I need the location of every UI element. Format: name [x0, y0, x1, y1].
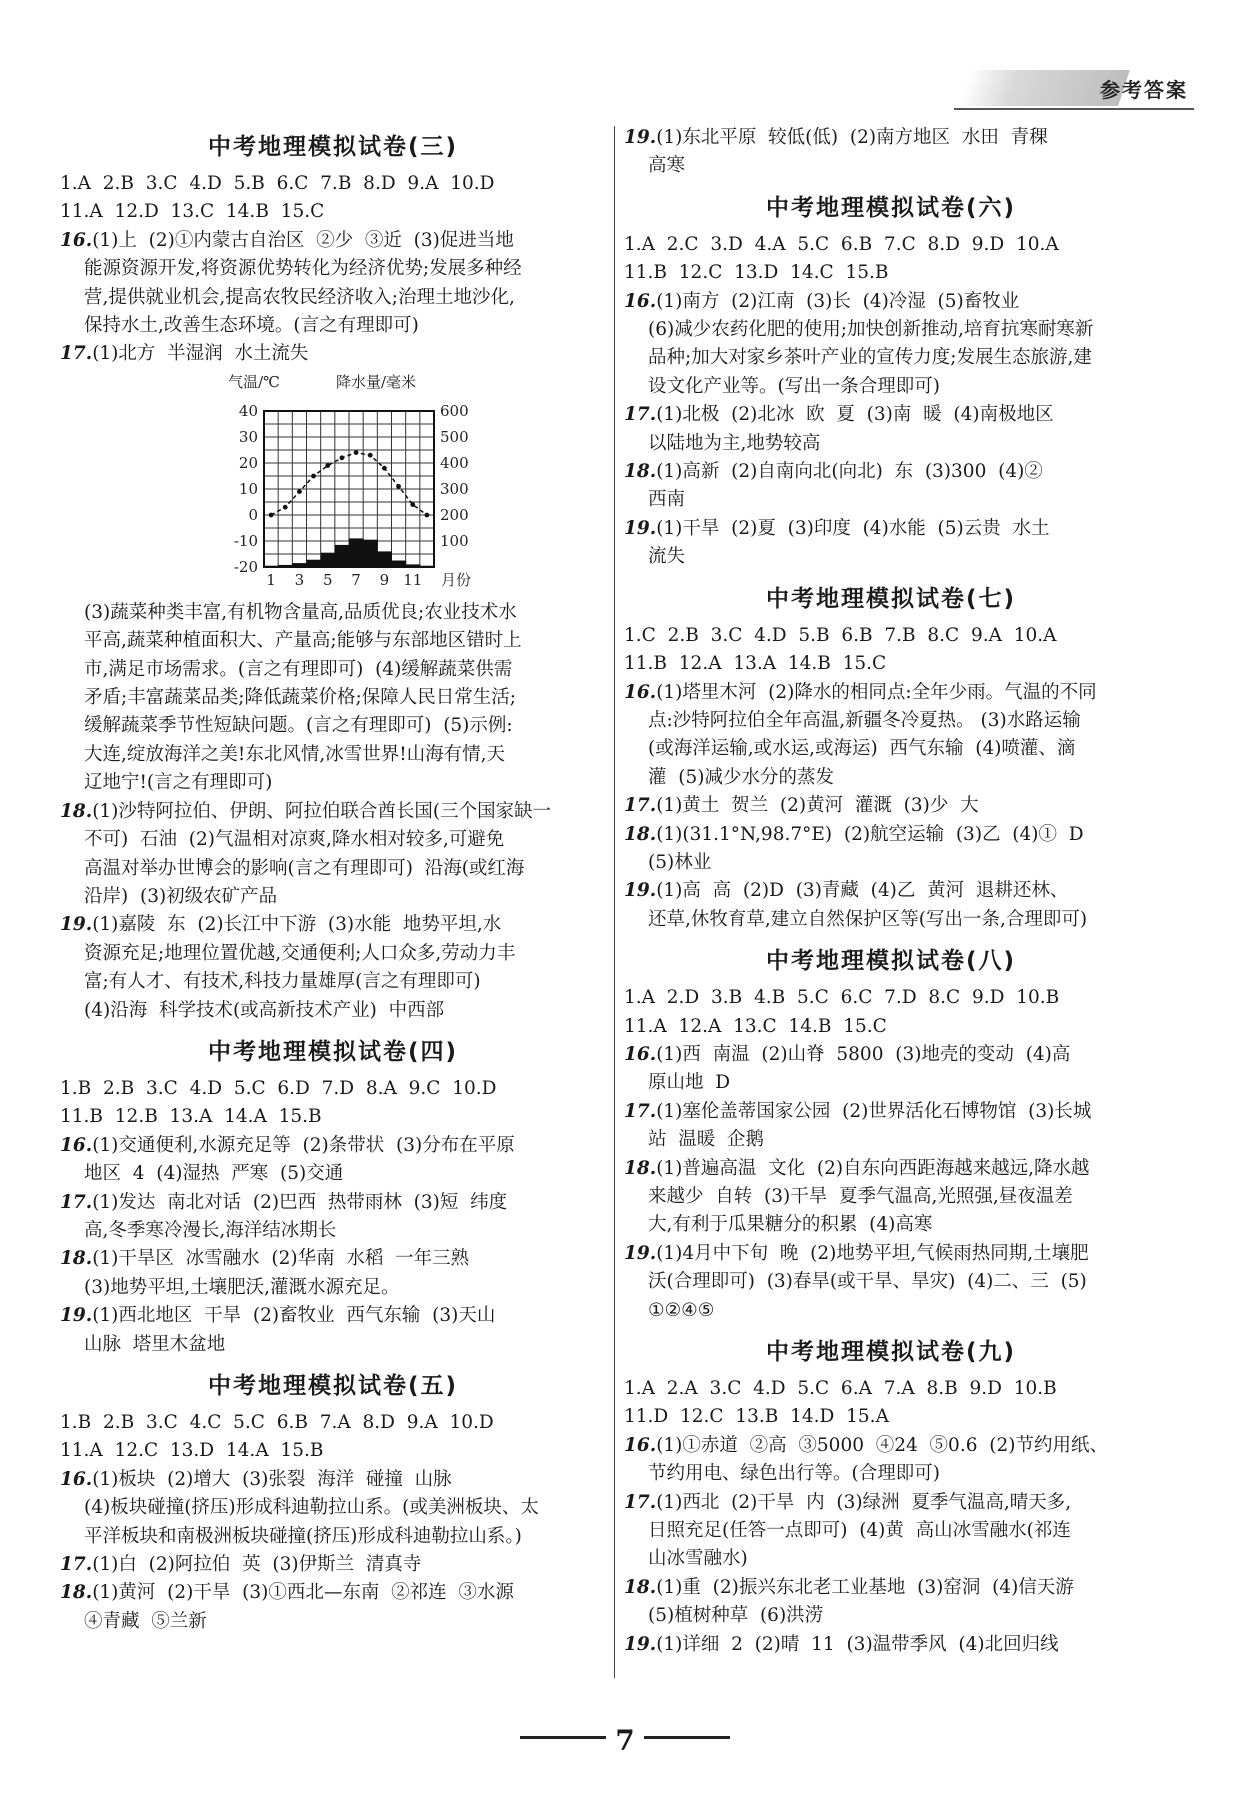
answer-text: 11.B 12.A 13.A 14.B 15.C [624, 653, 887, 675]
answer-continuation [624, 430, 1158, 458]
answer-continuation [60, 826, 606, 854]
question-number: 18. [60, 1582, 93, 1604]
answer-line [624, 1155, 1158, 1183]
answer-line [60, 340, 606, 368]
month-axis-title: 月份 [440, 570, 472, 589]
temperature-tick-label: -20 [233, 557, 258, 576]
section-title: 中考地理模拟试卷(八) [765, 948, 1017, 975]
answer-text: 资源充足;地理位置优越,交通便利;人口众多,劳动力丰 [84, 942, 516, 964]
answer-text: 站 温暖 企鹅 [648, 1129, 765, 1151]
climate-chart [212, 371, 492, 597]
answer-text: 能源资源开发,将资源优势转化为经济优势;发展多种经 [84, 258, 522, 280]
answer-continuation [60, 883, 606, 911]
question-number: 18. [624, 461, 657, 483]
answer-line [624, 401, 1158, 429]
answer-continuation [624, 1211, 1158, 1239]
answer-continuation [624, 1126, 1158, 1154]
answer-text: (1)北方 半湿润 水土流失 [92, 343, 309, 365]
answer-text: (1)发达 南北对话 (2)巴西 热带雨林 (3)短 纬度 [92, 1191, 508, 1213]
temperature-point [311, 473, 316, 478]
answer-text: 富;有人才、有技术,科技力量雄厚(言之有理即可) [84, 971, 481, 993]
answer-continuation [60, 940, 606, 968]
answer-continuation [624, 152, 1158, 180]
climate-chart-container [212, 371, 492, 597]
question-number: 16. [60, 1134, 93, 1156]
answer-line [624, 458, 1158, 486]
answer-text: 大,有利于瓜果糖分的积累 (4)高寒 [648, 1214, 933, 1236]
answer-line [624, 1375, 1158, 1403]
answer-text: 来越少 自转 (3)干旱 夏季气温高,光照强,昼夜温差 [648, 1186, 1073, 1207]
answer-continuation [624, 543, 1158, 571]
answer-text: (1)西 南温 (2)山脊 5800 (3)地壳的变动 (4)高 [656, 1043, 1071, 1065]
answer-line [60, 1075, 606, 1103]
answer-continuation [624, 1297, 1158, 1325]
precipitation-bar [335, 545, 350, 567]
answer-continuation [60, 1160, 606, 1188]
answer-text: 1.A 2.D 3.B 4.B 5.C 6.C 7.D 8.C 9.D 10.B [624, 987, 1060, 1009]
answer-text: (1)白 (2)阿拉伯 英 (3)伊斯兰 清真寺 [92, 1554, 422, 1576]
temperature-point [325, 463, 330, 468]
question-number: 19. [60, 1305, 93, 1327]
question-number: 19. [624, 880, 657, 902]
question-number: 17. [624, 795, 657, 817]
precipitation-tick-label: 200 [440, 505, 469, 524]
answer-text: 还草,休牧育草,建立自然保护区等(写出一条,合理即可) [648, 908, 1088, 930]
answer-line [624, 1098, 1158, 1126]
answer-text: (1)详细 2 (2)晴 11 (3)温带季风 (4)北回归线 [656, 1633, 1059, 1655]
answer-continuation [60, 255, 606, 283]
answer-text: 灌 (5)减少水分的蒸发 [648, 766, 834, 788]
header-rule [954, 108, 1194, 110]
question-number: 17. [624, 1100, 657, 1122]
answer-line [60, 1409, 606, 1437]
question-number: 17. [60, 343, 93, 365]
question-number: 19. [624, 127, 657, 148]
answer-line [60, 1466, 606, 1494]
answer-line [624, 650, 1158, 678]
answer-text: 平高,蔬菜种植面积大、产量高;能够与东部地区错时上 [84, 630, 522, 652]
answer-continuation [60, 968, 606, 996]
month-tick-label: 1 [266, 570, 276, 589]
answer-line [624, 1432, 1158, 1460]
precipitation-bar [264, 566, 279, 567]
answer-text: 流失 [648, 546, 686, 568]
answer-line [60, 1245, 606, 1273]
answer-text: (1)嘉陵 东 (2)长江中下游 (3)水能 地势平坦,水 [92, 914, 502, 936]
temperature-tick-label: 30 [238, 427, 258, 446]
month-tick-label: 11 [403, 570, 423, 589]
precipitation-bar [292, 563, 307, 567]
temperature-tick-label: -10 [233, 531, 258, 550]
question-number: 18. [60, 1248, 93, 1270]
answer-line [624, 679, 1158, 707]
answer-continuation [624, 486, 1158, 514]
answer-continuation [624, 1183, 1158, 1211]
section-title: 中考地理模拟试卷(六) [765, 194, 1017, 221]
answer-continuation [60, 1608, 606, 1636]
answer-text: 11.B 12.C 13.D 14.C 15.B [624, 262, 889, 284]
answer-text: (1)黄河 (2)干旱 (3)①西北—东南 ②祁连 ③水源 [92, 1582, 514, 1604]
precipitation-bar [392, 560, 407, 567]
answer-text: (1)塞伦盖蒂国家公园 (2)世界活化石博物馆 (3)长城 [656, 1100, 1092, 1122]
answer-text: (1)4月中下旬 晚 (2)地势平坦,气候雨热同期,土壤肥 [656, 1242, 1089, 1264]
left-column [60, 124, 606, 1636]
answer-text: (1)高新 (2)自南向北(向北) 东 (3)300 (4)② [656, 461, 1043, 483]
answer-text: 11.A 12.A 13.C 14.B 15.C [624, 1015, 887, 1037]
answer-line [624, 1240, 1158, 1268]
temperature-point [396, 484, 401, 489]
answer-text: (1)西北地区 干旱 (2)畜牧业 西气东输 (3)天山 [92, 1305, 496, 1327]
precipitation-bar [349, 538, 364, 567]
precipitation-bar [321, 553, 336, 567]
answer-text: 保持水土,改善生态环境。(言之有理即可) [84, 315, 419, 337]
temperature-tick-label: 10 [238, 479, 258, 498]
question-number: 18. [60, 800, 93, 822]
question-number: 19. [624, 1242, 657, 1264]
answer-text: 日照充足(任答一点即可) (4)黄 高山冰雪融水(祁连 [648, 1520, 1071, 1542]
question-number: 19. [624, 517, 657, 539]
question-number: 16. [624, 1434, 657, 1456]
answer-text: 沿岸) (3)初级农矿产品 [84, 885, 278, 907]
temperature-point [354, 450, 359, 455]
section-title: 中考地理模拟试卷(三) [207, 134, 459, 160]
temperature-point [269, 512, 274, 517]
month-tick-label: 5 [322, 570, 333, 589]
answer-continuation [60, 599, 606, 627]
precipitation-bar [307, 560, 322, 567]
answer-continuation [624, 764, 1158, 792]
answer-text: (1)普遍高温 文化 (2)自东向西距海越来越远,降水越 [656, 1157, 1090, 1179]
answer-continuation [624, 1517, 1158, 1545]
header-title: 参考答案 [1100, 78, 1188, 102]
answer-line [60, 1551, 606, 1579]
temperature-point [425, 512, 430, 517]
answer-text: 点:沙特阿拉伯全年高温,新疆冬冷夏热。 (3)水路运输 [648, 709, 1081, 731]
answer-line [60, 1189, 606, 1217]
precipitation-tick-label: 100 [440, 531, 469, 550]
answer-continuation [60, 684, 606, 712]
answer-line [624, 288, 1158, 316]
answer-text: (4)板块碰撞(挤压)形成科迪勒拉山系。(或美洲板块、太 [84, 1497, 539, 1519]
answer-text: 缓解蔬菜季节性短缺问题。(言之有理即可) (5)示例: [84, 715, 513, 737]
temperature-tick-label: 20 [238, 453, 258, 472]
precipitation-bar [377, 551, 392, 567]
header-tag [964, 66, 1194, 114]
answer-continuation [60, 997, 606, 1025]
answer-text: (1)西北 (2)干旱 内 (3)绿洲 夏季气温高,晴天多, [656, 1491, 1072, 1513]
question-number: 17. [60, 1554, 93, 1576]
answer-continuation [624, 735, 1158, 763]
answer-text: 节约用电、绿色出行等。(合理即可) [648, 1463, 940, 1485]
answer-line [624, 515, 1158, 543]
answer-text: 品种;加大对家乡茶叶产业的宣传力度;发展生态旅游,建 [648, 347, 1092, 369]
answer-text: 高,冬季寒冷漫长,海洋结冰期长 [84, 1219, 337, 1241]
answer-text: 山冰雪融水) [648, 1548, 748, 1570]
temperature-point [368, 453, 373, 458]
answer-text: 高寒 [648, 155, 686, 177]
answer-text: 原山地 D [648, 1072, 731, 1094]
answer-text: (1)干旱区 冰雪融水 (2)华南 水稻 一年三熟 [92, 1248, 470, 1270]
answer-continuation [60, 284, 606, 312]
answer-text: 沃(合理即可) (3)春旱(或干旱、旱灾) (4)二、三 (5) [648, 1271, 1087, 1293]
answer-text: (3)地势平坦,土壤肥沃,灌溉水源充足。 [84, 1276, 400, 1298]
answer-line [624, 1013, 1158, 1041]
temperature-axis-title: 气温/℃ [228, 372, 280, 391]
answer-text: 市,满足市场需求。(言之有理即可) (4)缓解蔬菜供需 [84, 658, 513, 680]
answer-line [60, 1579, 606, 1607]
answer-text: 1.C 2.B 3.C 4.D 5.B 6.B 7.B 8.C 9.A 10.A [624, 624, 1057, 646]
answer-text: 11.A 12.D 13.C 14.B 15.C [60, 201, 325, 223]
answer-line [624, 124, 1158, 152]
answer-continuation [624, 1545, 1158, 1573]
answer-line [60, 1302, 606, 1330]
temperature-point [340, 455, 345, 460]
answer-text: 1.A 2.A 3.C 4.D 5.C 6.A 7.A 8.B 9.D 10.B [624, 1378, 1057, 1400]
answer-line [60, 170, 606, 198]
month-tick-label: 7 [351, 570, 361, 589]
temperature-point [283, 505, 288, 510]
answer-text: 大连,绽放海洋之美!东北风情,冰雪世界!山海有情,天 [84, 743, 506, 765]
answer-continuation [60, 1523, 606, 1551]
answer-line [624, 1403, 1158, 1431]
question-number: 18. [624, 823, 657, 845]
answer-text: 设文化产业等。(写出一条合理即可) [648, 375, 940, 397]
question-number: 16. [624, 681, 657, 703]
answer-line [60, 198, 606, 226]
answer-line [60, 1437, 606, 1465]
answer-line [624, 231, 1158, 259]
column-divider [614, 126, 615, 1678]
answer-continuation [624, 1602, 1158, 1630]
answer-text: 不可) 石油 (2)气温相对凉爽,降水相对较多,可避免 [84, 829, 505, 851]
answer-line [624, 1489, 1158, 1517]
answer-text: 1.A 2.C 3.D 4.A 5.C 6.B 7.C 8.D 9.D 10.A [624, 233, 1059, 255]
precipitation-bar [406, 564, 421, 567]
temperature-tick-label: 0 [248, 505, 258, 524]
answer-text: (1)塔里木河 (2)降水的相同点:全年少雨。气温的不同 [656, 681, 1097, 703]
answer-text: 矛盾;丰富蔬菜品类;降低蔬菜价格;保障人民日常生活; [84, 687, 516, 709]
temperature-point [382, 466, 387, 471]
question-number: 19. [60, 914, 93, 936]
answer-text: (1)北极 (2)北冰 欧 夏 (3)南 暖 (4)南极地区 [656, 404, 1054, 426]
precipitation-bar [278, 565, 293, 567]
answer-text: (1)(31.1°N,98.7°E) (2)航空运输 (3)乙 (4)① D [656, 823, 1084, 845]
answer-continuation [60, 1274, 606, 1302]
question-number: 18. [624, 1157, 657, 1179]
temperature-point [297, 489, 302, 494]
answer-text: 以陆地为主,地势较高 [648, 432, 821, 454]
answer-text: 11.D 12.C 13.B 14.D 15.A [624, 1406, 889, 1428]
answer-line [624, 821, 1158, 849]
answer-continuation [624, 906, 1158, 934]
question-number: 19. [624, 1633, 657, 1655]
answer-continuation [624, 373, 1158, 401]
answer-continuation [60, 855, 606, 883]
answer-continuation [60, 312, 606, 340]
answer-line [60, 911, 606, 939]
section-title: 中考地理模拟试卷(九) [765, 1339, 1017, 1366]
answer-text: (1)南方 (2)江南 (3)长 (4)冷湿 (5)畜牧业 [656, 290, 1020, 312]
question-number: 16. [60, 1468, 93, 1490]
answer-continuation [624, 344, 1158, 372]
precipitation-tick-label: 400 [440, 453, 469, 472]
precipitation-tick-label: 500 [440, 427, 469, 446]
answer-text: 1.A 2.B 3.C 4.D 5.B 6.C 7.B 8.D 9.A 10.D [60, 173, 495, 194]
answer-line [60, 1132, 606, 1160]
question-number: 16. [60, 229, 93, 251]
answer-text: (1)板块 (2)增大 (3)张裂 海洋 碰撞 山脉 [92, 1468, 452, 1490]
section-title: 中考地理模拟试卷(四) [207, 1038, 459, 1065]
answer-line [60, 227, 606, 255]
answer-continuation [624, 1069, 1158, 1097]
answer-line [624, 1631, 1158, 1659]
answer-text: (1)①赤道 ②高 ③5000 ④24 ⑤0.6 (2)节约用纸、 [656, 1434, 1108, 1456]
answer-continuation [60, 656, 606, 684]
answer-text: (1)交通便利,水源充足等 (2)条带状 (3)分布在平原 [92, 1134, 515, 1156]
answer-line [624, 984, 1158, 1012]
answer-continuation [624, 1268, 1158, 1296]
question-number: 18. [624, 1576, 657, 1598]
answer-continuation [624, 1460, 1158, 1488]
answer-text: 营,提供就业机会,提高农牧民经济收入;治理土地沙化, [84, 286, 515, 308]
answer-text: (1)干旱 (2)夏 (3)印度 (4)水能 (5)云贵 水土 [656, 517, 1050, 539]
month-tick-label: 9 [379, 570, 390, 589]
answer-text: (1)黄土 贺兰 (2)黄河 灌溉 (3)少 大 [656, 795, 979, 817]
answer-text: 高温对举办世博会的影响(言之有理即可) 沿海(或红海 [84, 857, 525, 879]
precipitation-bar [363, 540, 378, 567]
answer-text: (1)上 (2)①内蒙古自治区 ②少 ③近 (3)促进当地 [92, 229, 514, 251]
answer-text: (4)沿海 科学技术(或高新技术产业) 中西部 [84, 999, 445, 1021]
answer-continuation [60, 627, 606, 655]
section-title: 中考地理模拟试卷(七) [765, 585, 1017, 612]
answer-continuation [60, 1331, 606, 1359]
question-number: 16. [624, 1043, 657, 1065]
question-number: 17. [624, 1491, 657, 1513]
precipitation-tick-label: 300 [440, 479, 469, 498]
answer-line [60, 798, 606, 826]
answer-line [624, 877, 1158, 905]
answer-text: (6)减少农药化肥的使用;加快创新推动,培育抗寒耐寒新 [648, 319, 1094, 341]
precipitation-axis-title: 降水量/毫米 [335, 372, 417, 391]
answer-text: 地区 4 (4)湿热 严寒 (5)交通 [84, 1163, 344, 1185]
answer-text: (1)东北平原 较低(低) (2)南方地区 水田 青稞 [656, 127, 1048, 148]
temperature-tick-label: 40 [238, 401, 258, 420]
answer-line [624, 622, 1158, 650]
answer-continuation [60, 741, 606, 769]
answer-line [624, 259, 1158, 287]
answer-text: 11.B 12.B 13.A 14.A 15.B [60, 1106, 322, 1128]
answer-continuation [60, 769, 606, 797]
answer-text: (或海洋运输,或水运,或海运) 西气东输 (4)喷灌、滴 [648, 738, 1076, 760]
footer-ornament-right [644, 1736, 730, 1739]
answer-text: (1)高 高 (2)D (3)青藏 (4)乙 黄河 退耕还林、 [656, 880, 1069, 902]
answer-continuation [624, 316, 1158, 344]
temperature-point [410, 502, 415, 507]
question-number: 17. [624, 404, 657, 426]
answer-line [624, 1041, 1158, 1069]
answer-line [60, 1103, 606, 1131]
answer-text: 辽地宁!(言之有理即可) [84, 772, 273, 794]
section-title: 中考地理模拟试卷(五) [207, 1373, 459, 1399]
answer-text: 1.B 2.B 3.C 4.D 5.C 6.D 7.D 8.A 9.C 10.D [60, 1077, 497, 1099]
precipitation-tick-label: 600 [440, 401, 469, 420]
answer-text: (5)林业 [648, 851, 712, 873]
answer-text: 平洋板块和南极洲板块碰撞(挤压)形成科迪勒拉山系。) [84, 1525, 522, 1547]
answer-text: ①②④⑤ [648, 1299, 715, 1321]
month-tick-label: 3 [294, 570, 305, 589]
answer-text: (3)蔬菜种类丰富,有机物含量高,品质优良;农业技术水 [84, 601, 517, 623]
answer-line [624, 1574, 1158, 1602]
answer-text: (5)植树种草 (6)洪涝 [648, 1605, 824, 1627]
answer-continuation [624, 849, 1158, 877]
answer-text: 山脉 塔里木盆地 [84, 1333, 226, 1355]
right-column [624, 124, 1158, 1659]
answer-continuation [60, 1494, 606, 1522]
question-number: 16. [624, 290, 657, 312]
answer-continuation [60, 712, 606, 740]
answer-text: (1)重 (2)振兴东北老工业基地 (3)窑洞 (4)信天游 [656, 1576, 1074, 1598]
page-number: 7 [615, 1724, 635, 1757]
answer-text: 西南 [648, 489, 686, 511]
question-number: 17. [60, 1191, 93, 1213]
answer-text: 11.A 12.C 13.D 14.A 15.B [60, 1440, 324, 1462]
precipitation-bar [420, 566, 435, 567]
answer-text: ④青藏 ⑤兰新 [84, 1610, 207, 1632]
answer-text: 1.B 2.B 3.C 4.C 5.C 6.B 7.A 8.D 9.A 10.D [60, 1412, 494, 1433]
answer-line [624, 792, 1158, 820]
answer-continuation [624, 707, 1158, 735]
answer-continuation [60, 1217, 606, 1245]
answer-text: (1)沙特阿拉伯、伊朗、阿拉伯联合酋长国(三个国家缺一 [92, 800, 552, 822]
